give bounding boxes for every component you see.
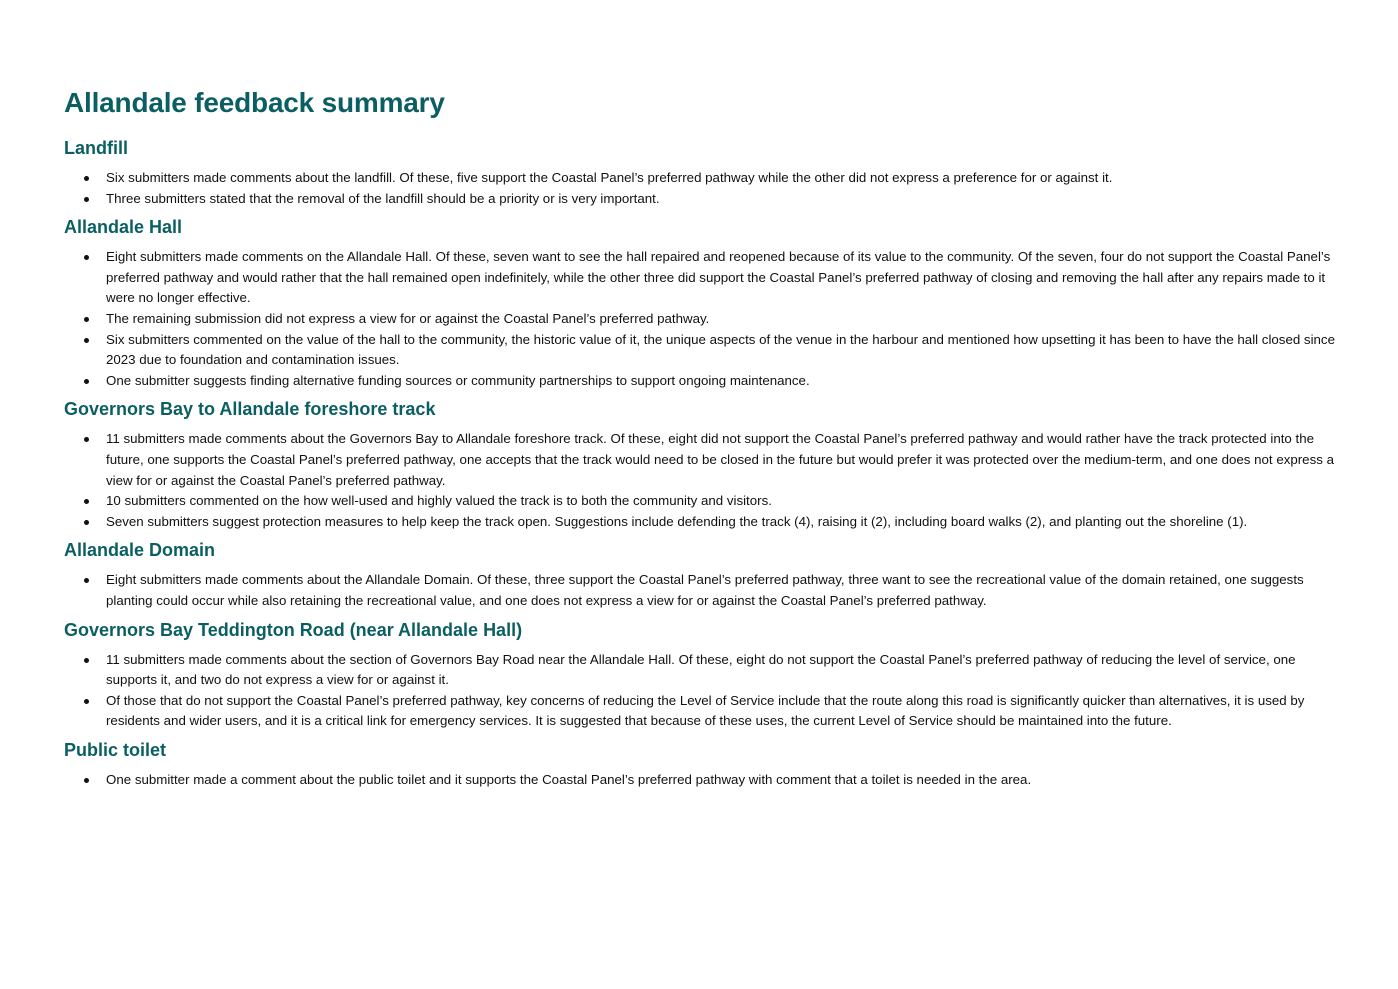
section-allandale-domain [64,538,1339,611]
list-item [64,650,1339,691]
document-page [64,84,1339,796]
list-item [64,770,1339,791]
bullet-icon [84,197,89,202]
section-allandale-hall [64,215,1339,391]
list-item [64,330,1339,371]
bullet-icon [84,578,89,583]
list-item [64,691,1339,732]
page-title: Allandale feedback summary [64,87,445,118]
section-heading: Allandale Domain [64,540,216,561]
list-item-text: The remaining submission did not express a view for or against the Coastal Panel’s preferred pathway. [106,310,710,326]
bullet-icon [84,379,89,384]
bullet-icon [84,317,89,322]
list-item [64,371,1339,392]
section-heading: Allandale Hall [64,217,183,238]
list-item [64,512,1339,533]
list-item-text: Six submitters made comments about the landfill. Of these, five support the Coastal Panel’s preferred pathway while the other did not express a preference for or against it. [106,170,1113,185]
list-item-text: Six submitters commented on the value of the hall to the community, the historic value of it, the unique aspects of the venue in the harbour and mentioned how upsetting it has been to have the hall closed since 2023 due to foundation and contamination issues. [106,331,1335,368]
bullet-icon [84,520,89,525]
bullet-icon [84,699,89,704]
bullet-list [64,650,1339,732]
list-item-text: Three submitters stated that the removal of the landfill should be a priority or is very important. [106,190,660,206]
list-item [64,189,1339,210]
bullet-icon [84,437,89,442]
list-item-text: One submitter made a comment about the public toilet and it supports the Coastal Panel’s preferred pathway with comment that a toilet is needed in the area. [106,771,1032,787]
bullet-icon [84,499,89,504]
list-item-text: Eight submitters made comments about the Allandale Domain. Of these, three support the Coastal Panel’s preferred pathway, three want to see the recreational value of the domain retained, one suggests planting could occur while also retaining the recreational value, and one does not express a view for or against the Coastal Panel’s preferred pathway. [106,572,1304,608]
section-heading: Public toilet [64,739,167,760]
list-item-text: One submitter suggests finding alternative funding sources or community partnerships to support ongoing maintenance. [106,372,810,388]
list-item [64,247,1339,309]
list-item-text: 10 submitters commented on the how well-used and highly valued the track is to both the community and visitors. [106,493,772,509]
section-heading: Landfill [64,138,128,158]
list-item [64,429,1339,491]
list-item [64,168,1339,189]
bullet-icon [84,778,89,783]
section-landfill [64,136,1339,209]
list-item [64,491,1339,512]
bullet-list [64,770,1339,791]
bullet-icon [84,255,89,260]
section-heading: Governors Bay to Allandale foreshore track [64,399,436,420]
bullet-list [64,429,1339,532]
section-heading: Governors Bay Teddington Road (near Allandale Hall) [64,619,523,640]
section-foreshore-track [64,397,1339,532]
section-public-toilet [64,738,1339,791]
list-item [64,309,1339,330]
bullet-list [64,570,1339,611]
list-item-text: Eight submitters made comments on the Allandale Hall. Of these, seven want to see the hall repaired and reopened because of its value to the community. Of the seven, four do not support the Coastal Panel’s preferred pathway and would rather that the hall remained open indefinitely, while the other three did support the Coastal Panel’s preferred pathway of closing and removing the hall after any repairs made to it were no longer effective. [106,249,1331,306]
list-item [64,570,1339,611]
section-teddington-road [64,618,1339,732]
list-item-text: 11 submitters made comments about the section of Governors Bay Road near the Allandale Hall. Of these, eight do not support the Coastal Panel’s preferred pathway of reducing the level of service, one supports it, and two do not express a view for or against it. [106,651,1296,688]
bullet-list [64,247,1339,391]
list-item-text: Seven submitters suggest protection measures to help keep the track open. Suggestions include defending the track (4), raising it (2), including board walks (2), and planting out the shoreline (1). [106,513,1248,529]
bullet-icon [84,338,89,343]
bullet-icon [84,658,89,663]
list-item-text: Of those that do not support the Coastal Panel’s preferred pathway, key concerns of reducing the Level of Service include that the route along this road is significantly quicker than alternatives, it is used by residents and wider users, and it is a critical link for emergency services. It is suggested that because of these uses, the current Level of Service should be maintained into the future. [106,692,1305,729]
bullet-icon [84,176,89,181]
bullet-list [64,168,1339,209]
list-item-text: 11 submitters made comments about the Governors Bay to Allandale foreshore track. Of these, eight did not support the Coastal Panel’s preferred pathway and would rather have the track protected into the future, one supports the Coastal Panel’s preferred pathway, one accepts that the track would need to be closed in the future but would prefer it was protected over the medium-term, and one does not express a view for or against the Coastal Panel’s preferred pathway. [106,431,1334,488]
